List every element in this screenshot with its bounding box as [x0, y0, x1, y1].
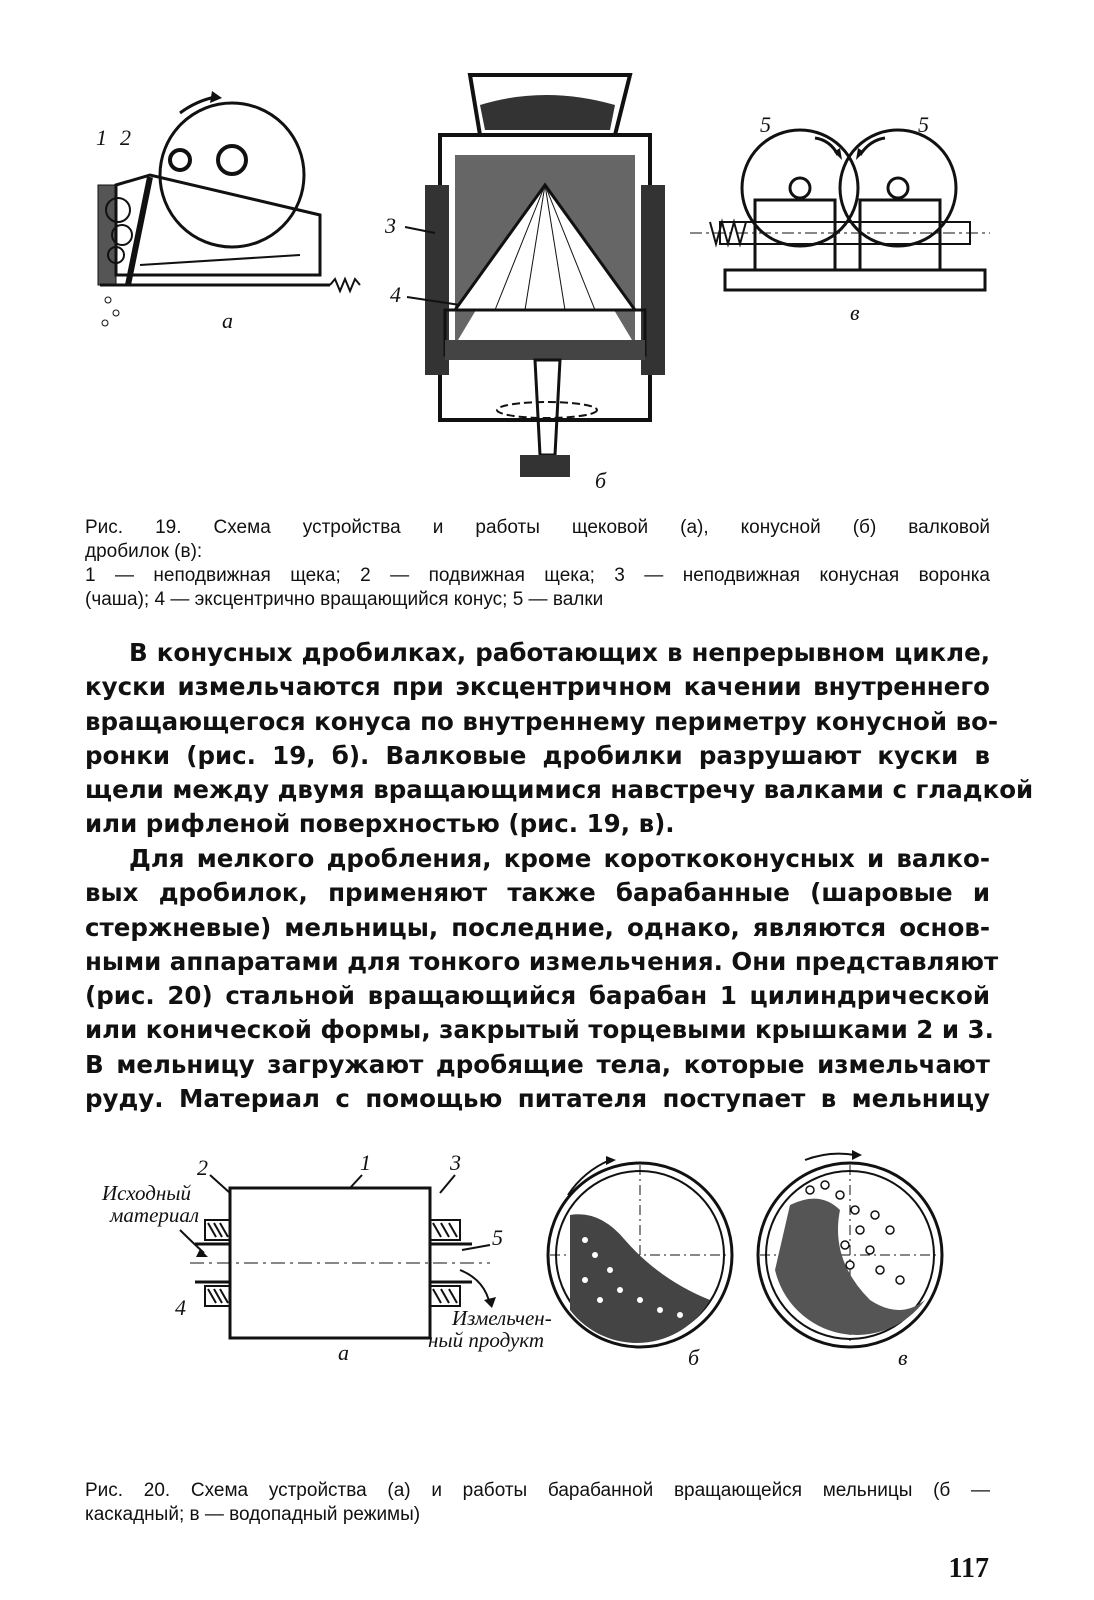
fig20-caption-line1: Рис. 20. Схема устройства (а) и работы барабанной вращающейся мельницы (б —: [85, 1480, 990, 1501]
fig19-label-2: 2: [120, 125, 131, 150]
paragraph-1-line: или рифленой поверхностью (рис. 19, в).: [85, 809, 675, 839]
fig20-output-label-2: ный продукт: [428, 1328, 544, 1352]
fig20-label-4: 4: [175, 1295, 186, 1320]
fig19-label-4: 4: [390, 282, 401, 307]
paragraph-2-line: В мельницу загружают дробящие тела, которые измельчают: [85, 1049, 990, 1079]
fig19-sublabel-v: в: [850, 300, 860, 325]
fig20-sublabel-b: б: [688, 1345, 700, 1370]
figure-20-waterfall-mode: [750, 1150, 950, 1370]
page-number: 117: [948, 1553, 989, 1584]
figure-20-mill-schematic: [100, 1145, 552, 1370]
figure-20-cascade-mode: [540, 1150, 740, 1370]
paragraph-2: [85, 842, 999, 1116]
fig19-sublabel-a: а: [222, 308, 233, 333]
fig20-sublabel-a: а: [338, 1340, 349, 1365]
paragraph-2-line: (рис. 20) стальной вращающийся барабан 1 цилиндрической: [85, 981, 990, 1011]
paragraph-2-line: руду. Материал с помощью питателя поступает в мельницу: [85, 1084, 990, 1114]
fig19-label-3: 3: [385, 213, 396, 238]
fig20-label-2: 2: [197, 1155, 208, 1180]
paragraph-1-line: В конусных дробилках, работающих в непрерывном цикле,: [129, 638, 990, 667]
paragraph-2-line: ными аппаратами для тонкого измельчения. Они представляют: [85, 946, 999, 976]
fig19-label-5b: 5: [918, 112, 929, 137]
fig20-label-1: 1: [360, 1150, 371, 1175]
fig20-label-3: 3: [450, 1150, 461, 1175]
paragraph-2-line: стержневые) мельницы, последние, однако, являются основ-: [85, 912, 990, 942]
figure-20-caption: [85, 1479, 990, 1527]
paragraph-1: [85, 636, 1034, 842]
figure-19-caption: [85, 516, 990, 612]
paragraph-1-line: щели между двумя вращающимися навстречу валками с гладкой: [85, 775, 1034, 805]
paragraph-2-line: вых дробилок, применяют также барабанные (шаровые и: [85, 878, 990, 908]
fig19-caption-line4: (чаша); 4 — эксцентрично вращающийся конус; 5 — валки: [85, 589, 604, 610]
fig20-input-label-2: материал: [110, 1203, 200, 1227]
fig19-caption-line3: 1 — неподвижная щека; 2 — подвижная щека; 3 — неподвижная конусная воронка: [85, 565, 990, 586]
paragraph-1-line: ронки (рис. 19, б). Валковые дробилки разрушают куски в: [85, 740, 990, 770]
figure-19-cone-crusher: [385, 65, 675, 495]
fig19-caption-line2: дробилок (в):: [85, 541, 203, 562]
fig19-caption-line1: Рис. 19. Схема устройства и работы щековой (а), конусной (б) валковой: [85, 517, 990, 538]
fig20-input-label-1: Исходный: [102, 1181, 191, 1205]
figure-19-jaw-crusher: [80, 85, 380, 345]
paragraph-1-line: куски измельчаются при эксцентричном качении внутреннего: [85, 672, 990, 702]
fig20-caption-line2: каскадный; в — водопадный режимы): [85, 1504, 421, 1525]
fig20-output-label-1: Измельчен-: [452, 1306, 552, 1330]
paragraph-1-line: вращающегося конуса по внутреннему периметру конусной во-: [85, 706, 999, 736]
paragraph-2-line: или конической формы, закрытый торцевыми крышками 2 и 3.: [85, 1015, 994, 1045]
paragraph-2-line: Для мелкого дробления, кроме короткоконусных и валко-: [129, 844, 990, 873]
fig19-label-5a: 5: [760, 112, 771, 137]
fig20-label-5: 5: [492, 1225, 503, 1250]
fig19-sublabel-b: б: [595, 468, 607, 493]
figure-19-roll-crusher: [690, 110, 1000, 330]
fig19-label-1: 1: [96, 125, 107, 150]
fig20-sublabel-v: в: [898, 1345, 908, 1370]
